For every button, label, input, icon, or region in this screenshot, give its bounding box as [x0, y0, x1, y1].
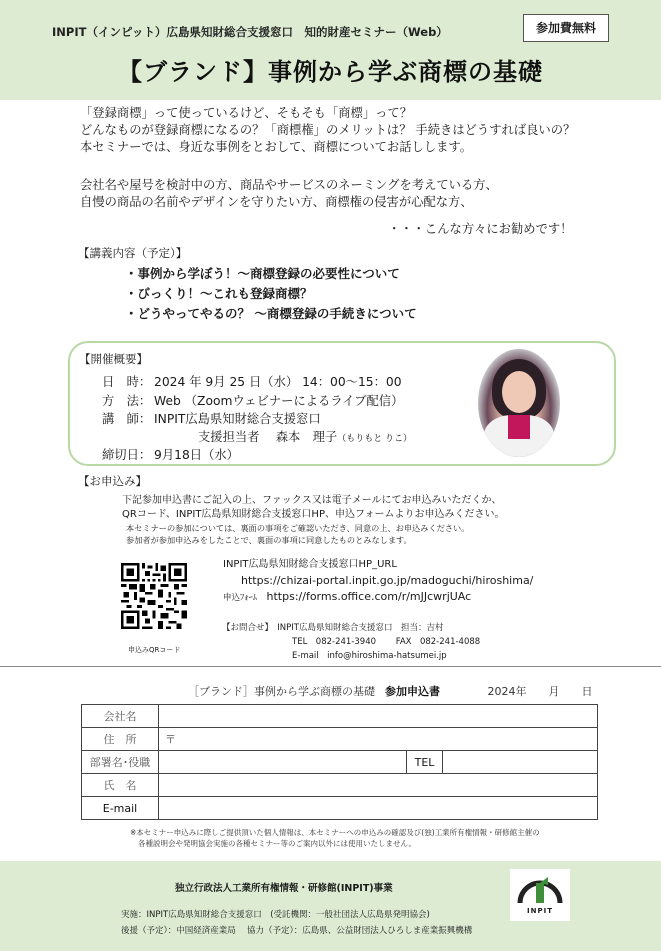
- method-label: 方 法：: [102, 394, 152, 408]
- name-field[interactable]: [159, 774, 598, 797]
- event-lecturer-row: [102, 409, 321, 427]
- event-date-row: [102, 372, 402, 390]
- table-row: [82, 728, 598, 751]
- deadline-value: 9月18日（水）: [154, 448, 239, 462]
- header-subtitle: INPIT（インピット）広島県知財総合支援窓口 知的財産セミナー（Web）: [52, 25, 448, 39]
- intro-line: 本セミナーでは、身近な事例をとおして、商標についてお話しします。: [80, 140, 473, 154]
- footer-supporters: 後援（予定）：中国経済産業局 協力（予定）：広島県、公益財団法人ひろしま産業振興機構: [121, 926, 473, 936]
- intro-line: どんなものが登録商標になるの？「商標権」のメリットは？ 手続きはどうすれば良いの？: [80, 123, 576, 137]
- page-title: 【ブランド】事例から学ぶ商標の基礎: [118, 58, 543, 86]
- privacy-notice: [130, 827, 540, 849]
- photo-face: [502, 371, 536, 413]
- header-band: [0, 0, 661, 100]
- hp-url-link[interactable]: https://chizai-portal.inpit.go.jp/madoguchi/hiroshima/: [241, 574, 534, 587]
- apply-note-line: 本セミナーの参加については、裏面の事項をご確認いただき、同意の上、お申込みください。: [126, 523, 470, 533]
- event-deadline-row: [102, 445, 239, 463]
- table-row: [82, 705, 598, 728]
- inpit-logo-icon: [510, 869, 570, 907]
- event-heading: 【開催概要】: [79, 352, 148, 366]
- tel-label: TEL: [407, 751, 443, 774]
- inpit-logo-text: INPIT: [527, 907, 553, 915]
- course-item: ・びっくり！～これも登録商標？: [125, 286, 313, 301]
- form-title-seminar: ［ブランド］事例から学ぶ商標の基礎: [188, 685, 375, 698]
- date-value: 2024 年 9月 25 日（水） 14：00～15：00: [154, 375, 402, 389]
- application-form-table: [81, 704, 598, 820]
- course-list: [125, 264, 417, 324]
- event-overview-box: [68, 341, 616, 466]
- target-audience-text: [80, 177, 640, 211]
- form-day: 日: [581, 685, 593, 698]
- table-row: [82, 797, 598, 820]
- event-method-row: [102, 391, 403, 409]
- photo-shirt: [508, 415, 530, 439]
- application-links: [223, 557, 533, 606]
- lecturer-photo: [478, 349, 560, 457]
- apply-notes: [126, 522, 469, 546]
- privacy-line: 各種説明会や発明協会実施の各種セミナー等のご案内以外には使用いたしません。: [138, 839, 416, 848]
- department-field[interactable]: [159, 751, 407, 774]
- table-row: [82, 774, 598, 797]
- lecturer-value: INPIT広島県知財総合支援窓口: [154, 412, 321, 426]
- footer-organization: 独立行政法人工業所有権情報・研修館(INPIT)事業: [175, 883, 393, 894]
- company-field[interactable]: [159, 705, 598, 728]
- recommend-text: ・・・こんな方々にお勧めです！: [388, 222, 573, 236]
- qr-code-label: 申込みQRコード: [128, 646, 181, 654]
- contact-info: [222, 621, 480, 663]
- cut-line-divider: [0, 666, 661, 667]
- footer-implementer: 実施：INPIT広島県知財総合支援窓口 (受託機関：一般社団法人広島県発明協会): [121, 910, 430, 920]
- hp-label: INPIT広島県知財総合支援窓口HP_URL: [223, 559, 397, 570]
- inpit-logo: [510, 869, 570, 921]
- apply-note-line: 参加者が参加申込みをしたことで、裏面の事項に同意したものとみなします。: [126, 535, 412, 545]
- email-field[interactable]: [159, 797, 598, 820]
- lecturer-kana: （もりもと りこ）: [337, 434, 413, 444]
- address-field[interactable]: [159, 728, 598, 751]
- qr-code-image[interactable]: [121, 556, 187, 636]
- privacy-line: ※本セミナー申込みに際しご提供頂いた個人情報は、本セミナーへの申込みの確認及び(独)工業所有権情報・研修館主催の: [130, 828, 540, 837]
- deadline-label: 締切日：: [102, 448, 152, 462]
- intro-line: 「登録商標」って使っているけど、そもそも「商標」って？: [80, 106, 413, 120]
- course-item: ・事例から学ぼう！～商標登録の必要性について: [125, 266, 400, 281]
- postal-mark: 〒: [165, 733, 176, 746]
- course-item: ・どうやってやるの？ ～商標登録の手続きについて: [125, 306, 417, 321]
- course-heading: 【講義内容（予定）】: [78, 246, 188, 260]
- address-label: 住 所: [82, 728, 159, 751]
- table-row: [82, 751, 598, 774]
- form-url-link[interactable]: https://forms.office.com/r/mJJcwrjUAc: [266, 590, 472, 603]
- event-lecturer-name-row: [198, 427, 412, 445]
- name-label: 氏 名: [82, 774, 159, 797]
- footer-band: [0, 861, 661, 951]
- tel-field[interactable]: [443, 751, 598, 774]
- company-label: 会社名: [82, 705, 159, 728]
- form-year: 2024年: [487, 685, 527, 698]
- form-url-row: [223, 589, 533, 606]
- form-date: [488, 685, 593, 698]
- lecturer-label: 講 師：: [102, 412, 152, 426]
- contact-email[interactable]: E-mail info@hiroshima-hatsumei.jp: [292, 651, 447, 661]
- lecturer-name: 支援担当者 森本 理子: [198, 430, 338, 444]
- form-title-bold: 参加申込書: [385, 685, 440, 698]
- intro-text: [80, 105, 640, 156]
- department-label: 部署名･役職: [82, 751, 159, 774]
- form-month: 月: [548, 685, 560, 698]
- apply-heading: 【お申込み】: [78, 474, 147, 488]
- free-admission-badge: 参加費無料: [523, 14, 609, 42]
- form-title: [188, 683, 593, 699]
- method-value: Web （Zoomウェビナーによるライブ配信）: [154, 394, 404, 408]
- audience-line: 自慢の商品の名前やデザインを守りたい方、商標権の侵害が心配な方、: [80, 195, 473, 209]
- email-label: E-mail: [82, 797, 159, 820]
- apply-instructions: [122, 494, 505, 522]
- audience-line: 会社名や屋号を検討中の方、商品やサービスのネーミングを考えている方、: [80, 178, 498, 192]
- date-label: 日 時：: [102, 375, 152, 389]
- contact-heading: 【お問合せ】 INPIT広島県知財総合支援窓口 担当：吉村: [222, 623, 444, 633]
- contact-tel-fax: TEL 082-241-3940 FAX 082-241-4088: [292, 637, 481, 647]
- apply-line: 下記参加申込書にご記入の上、ファックス又は電子メールにてお申込みいただくか、: [122, 495, 502, 506]
- apply-line: QRコード、INPIT広島県知財総合支援窓口HP、申込フォームよりお申込みください。: [122, 509, 505, 520]
- form-label: 申込ﾌｫｰﾑ: [223, 593, 258, 603]
